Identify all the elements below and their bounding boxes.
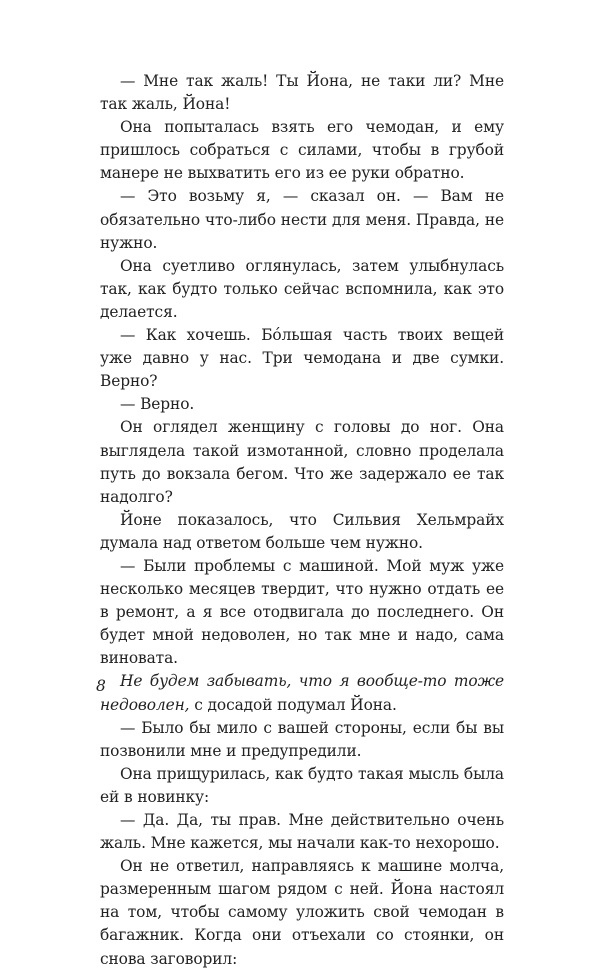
paragraph-text: Он оглядел женщину с головы до ног. Она выглядела такой измотанной, словно проделала путь до вокзала бегом. Что же задержало ее так надолго?: [100, 418, 504, 506]
paragraph: [100, 717, 504, 763]
paragraph-text: Она суетливо оглянулась, затем улыбнулась так, как будто только сейчас вспомнила, как это делается.: [100, 256, 504, 321]
paragraph: [100, 670, 504, 716]
paragraph-text: с досадой подумал Йона.: [189, 695, 397, 714]
paragraph: [100, 809, 504, 855]
paragraph-text: — Были проблемы с машиной. Мой муж уже несколько месяцев твердит, что нужно отдать ее в ремонт, а я все отодвигала до последнего. Он будет мной недоволен, но так мне и надо, сама виновата.: [100, 556, 504, 668]
body-text: [100, 70, 504, 971]
paragraph: [100, 509, 504, 555]
page-number: 8: [96, 677, 106, 695]
paragraph-text: — Да. Да, ты прав. Мне действительно очень жаль. Мне кажется, мы начали как-то нехорошо.: [100, 811, 504, 853]
paragraph-text: — Было бы мило с вашей стороны, если бы вы позвонили мне и предупредили.: [100, 718, 504, 760]
paragraph: [100, 555, 504, 670]
paragraph: [100, 855, 504, 970]
paragraph-text: — Верно.: [120, 395, 195, 414]
paragraph-text: — Как хочешь. Бóльшая часть твоих вещей уже давно у нас. Три чемодана и две сумки. Верно?: [100, 326, 504, 391]
paragraph-text: Йоне показалось, что Сильвия Хельмрайх думала над ответом больше чем нужно.: [100, 510, 504, 552]
paragraph-text: — Мне так жаль! Ты Йона, не таки ли? Мне так жаль, Йона!: [100, 72, 504, 114]
paragraph: [100, 116, 504, 185]
paragraph: [100, 185, 504, 254]
paragraph-text: Он не ответил, направляясь к машине молча, размеренным шагом рядом с ней. Йона настоял на том, чтобы самому уложить свой чемодан в багажник. Когда они отъехали со стоянки, он снова заговорил:: [100, 857, 504, 968]
paragraph: [100, 70, 504, 116]
paragraph-text: Она попыталась взять его чемодан, и ему пришлось собраться с силами, чтобы в грубой манере не выхватить его из ее руки обратно.: [100, 118, 504, 183]
italic-text: Не будем забывать, что я вообще-то тоже недоволен,: [100, 672, 504, 714]
paragraph: [100, 393, 504, 416]
paragraph: [100, 255, 504, 324]
paragraph-text: Она прищурилась, как будто такая мысль была ей в новинку:: [100, 764, 504, 806]
paragraph: [100, 416, 504, 508]
paragraph-text: — Это возьму я, — сказал он. — Вам не обязательно что-либо нести для меня. Правда, не нужно.: [100, 187, 504, 252]
paragraph: [100, 763, 504, 809]
paragraph: [100, 324, 504, 393]
